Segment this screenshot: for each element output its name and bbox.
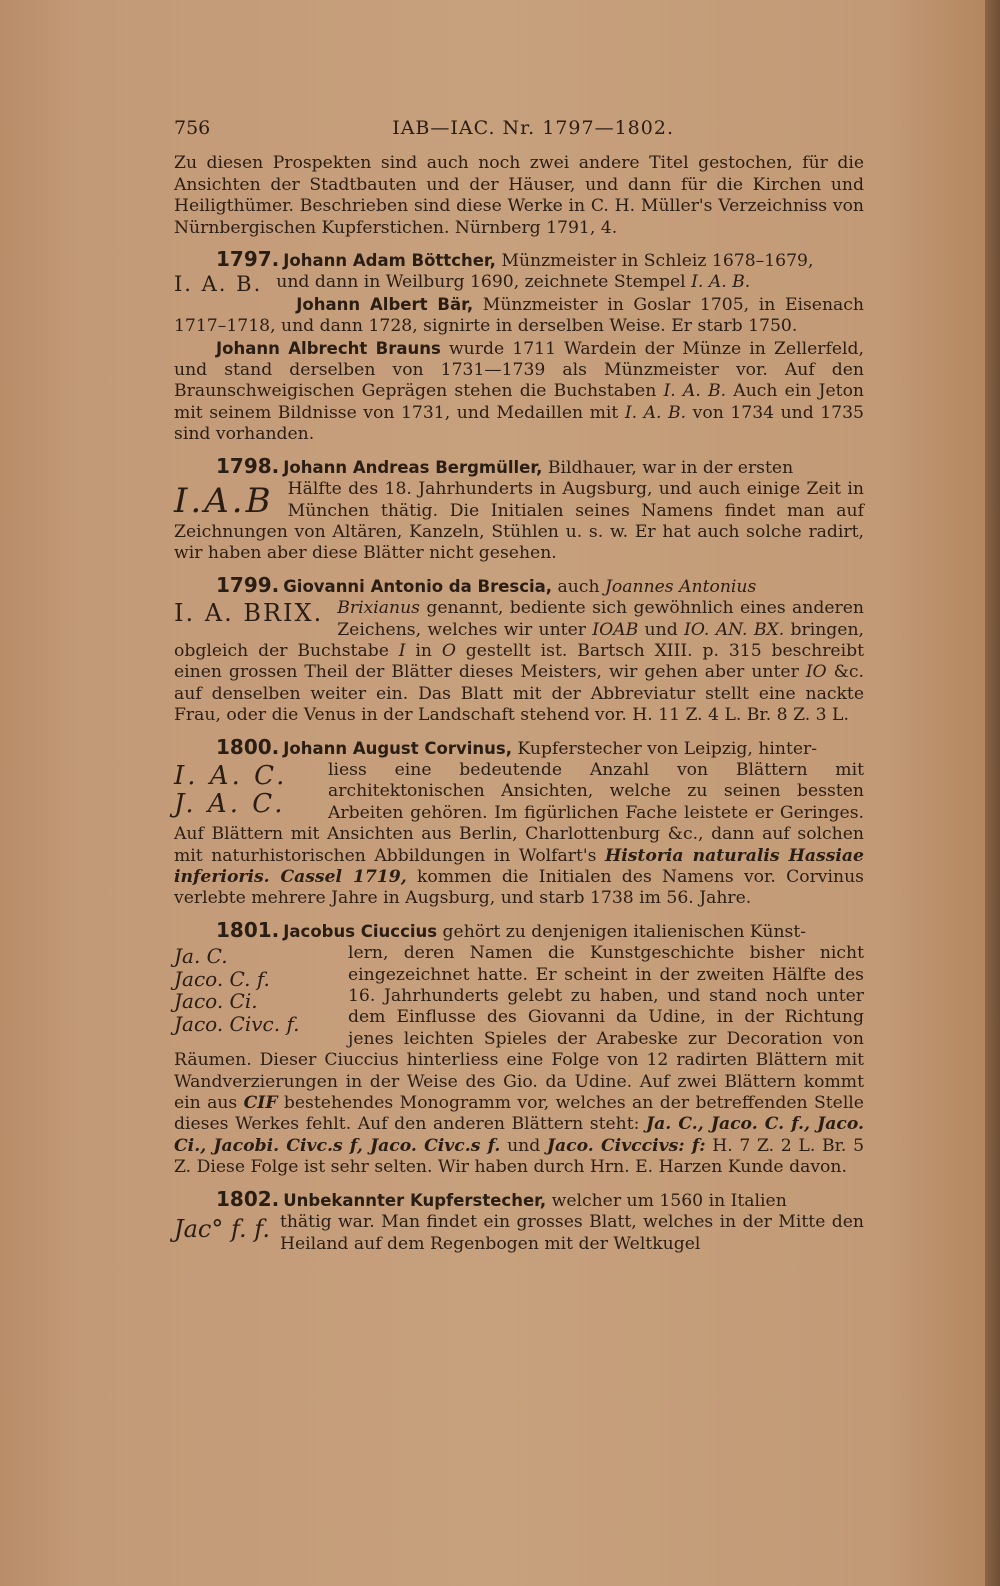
entry-1800 bbox=[174, 734, 864, 910]
entry-text: gehört zu denjenigen italienischen Künst- bbox=[437, 921, 807, 942]
entry-number: 1800. bbox=[216, 734, 280, 759]
entry-text: von 1734 und 1735 sind vorhanden. bbox=[174, 402, 864, 445]
entry-text: bringen, obgleich der Buchstabe bbox=[174, 619, 864, 661]
running-header bbox=[174, 118, 864, 139]
entry-text: thätig war. Man findet ein grosses Blatt, welches in der Mitte den Heiland auf dem Regenbogen mit der Weltkugel bbox=[279, 1212, 864, 1254]
artist-name: Johann Adam Böttcher, bbox=[283, 251, 496, 271]
monogram: Jaco. Civc. f. bbox=[174, 1011, 300, 1036]
monogram-group bbox=[174, 945, 334, 1035]
entry-number: 1799. bbox=[216, 572, 280, 597]
intro-paragraph: Zu diesen Prospekten sind auch noch zwei andere Titel gestochen, für die Ansichten der Stadtbauten und der Häuser, und dann für die Kirchen und Heiligthümer. Beschrieben sind diese Werke in C. H. Müller's Verzeichniss von Nürnbergischen Kupferstichen. Nürnberg 1791, 4. bbox=[174, 153, 864, 238]
page-edge bbox=[985, 0, 1000, 1586]
italic-text: I. A. B. bbox=[691, 272, 751, 293]
entry-text: Kupferstecher von Leipzig, hinter- bbox=[511, 738, 818, 759]
monogram: I.A.B bbox=[174, 481, 274, 522]
monogram: Jaco. Ci. bbox=[174, 989, 258, 1014]
entry-number: 1797. bbox=[216, 247, 280, 272]
italic-text: I. A. B. bbox=[663, 381, 727, 402]
entry-text: Münzmeister in Schleiz 1678–1679, bbox=[495, 251, 814, 272]
entry-1799 bbox=[174, 572, 864, 727]
entry-text: Auch ein Jeton mit seinem Bildnisse von 1731, und Medaillen mit bbox=[174, 381, 864, 423]
italic-text: I bbox=[398, 640, 406, 661]
artist-name: Johann Albrecht Brauns bbox=[216, 338, 441, 358]
entry-text: genannt, bediente sich gewöhnlich eines anderen Zeichens, welches wir unter bbox=[337, 598, 864, 640]
artist-name: Giovanni Antonio da Brescia, bbox=[283, 576, 553, 596]
entry-number: 1802. bbox=[216, 1186, 280, 1211]
monogram: Jac° f. f. bbox=[174, 1215, 270, 1244]
entry-1802 bbox=[174, 1186, 864, 1255]
entry-text: liess eine bedeutende Anzahl von Blättern mit architektonischen Ansichten, welche zu seinen bessten Arbeiten gehören. Im figürlichen Fache leistete er Geringes. Auf Blättern mit Ansichten aus Berlin, Charlottenburg &c., dann auf solchen mit naturhistorischen Abbildungen in Wolfart's bbox=[174, 759, 864, 866]
entry-text: auch bbox=[552, 576, 606, 597]
entry-text: und bbox=[500, 1135, 547, 1156]
italic-text: Joannes Antonius bbox=[605, 576, 757, 597]
entry-1798 bbox=[174, 453, 864, 565]
entry-1797 bbox=[174, 249, 864, 446]
entry-text: wurde 1711 Wardein der Münze in Zellerfeld, und stand derselben von 1731—1739 als Münzmeister vor. Auf den Braunschweigischen Geprägen stehen die Buchstaben bbox=[174, 338, 864, 402]
entry-text: und dann in Weilburg 1690, zeichnete Stempel bbox=[276, 272, 692, 293]
italic-text: IO bbox=[805, 662, 827, 683]
italic-text: Jaco. Civccivs: f: bbox=[546, 1135, 706, 1156]
entry-1801 bbox=[174, 917, 865, 1179]
page-number: 756 bbox=[174, 117, 211, 139]
entry-number: 1801. bbox=[216, 917, 280, 942]
entry-text: in bbox=[405, 640, 442, 661]
entry-text: gestellt ist. Bartsch XIII. p. 315 beschreibt einen grossen Theil der Blätter dieses Meisters, wir gehen aber unter bbox=[174, 640, 864, 683]
artist-name: Johann Andreas Bergmüller, bbox=[283, 457, 543, 477]
italic-text: Historia naturalis Hassiae inferioris. Cassel 1719, bbox=[174, 845, 864, 887]
italic-text: IOAB bbox=[592, 619, 639, 640]
artist-name: Johann August Corvinus, bbox=[283, 738, 512, 758]
artist-name: Jacobus Ciuccius bbox=[283, 921, 438, 941]
entry-text: Münzmeister in Goslar 1705, in Eisenach 1717–1718, und dann 1728, signirte in derselben Weise. Er starb 1750. bbox=[174, 294, 864, 337]
monogram: Jaco. C. f. bbox=[174, 966, 270, 991]
artist-name: Johann Albert Bär, bbox=[296, 294, 474, 314]
entry-text: Hälfte des 18. Jahrhunderts in Augsburg, und auch einige Zeit in München thätig. Die Initialen seines Namens findet man auf Zeichnungen von Altären, Kanzeln, Stühlen u. s. w. Er hat auch solche radirt, wir haben aber diese Blätter nicht gesehen. bbox=[174, 479, 864, 564]
entry-text: kommen die Initialen des Namens vor. Corvinus verlebte mehrere Jahre in Augsburg, und starb 1738 im 56. Jahre. bbox=[174, 867, 864, 909]
monogram: I. A. BRIX. bbox=[174, 599, 324, 628]
italic-text: Ja. C., Jaco. C. f., Jaco. Ci., Jacobi. Civc.s f, Jaco. Civc.s f. bbox=[174, 1114, 864, 1156]
italic-text: I. A. B. bbox=[624, 402, 687, 423]
italic-text: CIF bbox=[243, 1093, 278, 1114]
entry-text: bestehendes Monogramm vor, welches an der betreffenden Stelle dieses Werkes fehlt. Auf den anderen Blättern steht: bbox=[174, 1093, 864, 1135]
monogram: Ja. C. bbox=[174, 944, 228, 969]
page-text bbox=[174, 118, 864, 1255]
artist-name: Unbekannter Kupferstecher, bbox=[283, 1190, 547, 1210]
entry-text: und bbox=[638, 619, 685, 640]
italic-text: IO. AN. BX. bbox=[684, 619, 785, 640]
monogram: J. A. C. bbox=[174, 788, 286, 819]
italic-text: Brixianus bbox=[337, 598, 420, 619]
entry-text: Bildhauer, war in der ersten bbox=[542, 457, 794, 478]
entry-text: welcher um 1560 in Italien bbox=[546, 1190, 787, 1211]
entry-text: H. 7 Z. 2 L. Br. 5 Z. Diese Folge ist sehr selten. Wir haben durch Hrn. E. Harzen Kunde davon. bbox=[174, 1135, 865, 1178]
monogram: I. A. C. bbox=[174, 760, 288, 791]
running-title: IAB—IAC. Nr. 1797—1802. bbox=[392, 117, 674, 139]
entry-text: lern, deren Namen die Kunstgeschichte bisher nicht eingezeichnet hatte. Er scheint in der zweiten Hälfte des 16. Jahrhunderts gelebt zu haben, und stand noch unter dem Einflusse des Giovanni da Udine, in der Richtung jenes leichten Spieles der Arabeske zur Decoration von Räumen. Dieser Ciuccius hinterliess eine Folge von 12 radirten Blättern mit Wandverzierungen in der Weise des Gio. da Udine. Auf zwei Blättern kommt ein aus bbox=[174, 943, 864, 1114]
italic-text: O bbox=[441, 640, 456, 661]
monogram-group bbox=[174, 762, 314, 818]
entry-number: 1798. bbox=[216, 453, 280, 478]
monogram: I. A. B. bbox=[174, 272, 263, 297]
entry-text: &c. auf denselben weiter ein. Das Blatt mit der Abbreviatur stellt eine nackte Frau, oder die Venus in der Landschaft stehend vor. H. 11 Z. 4 L. Br. 8 Z. 3 L. bbox=[174, 662, 864, 726]
